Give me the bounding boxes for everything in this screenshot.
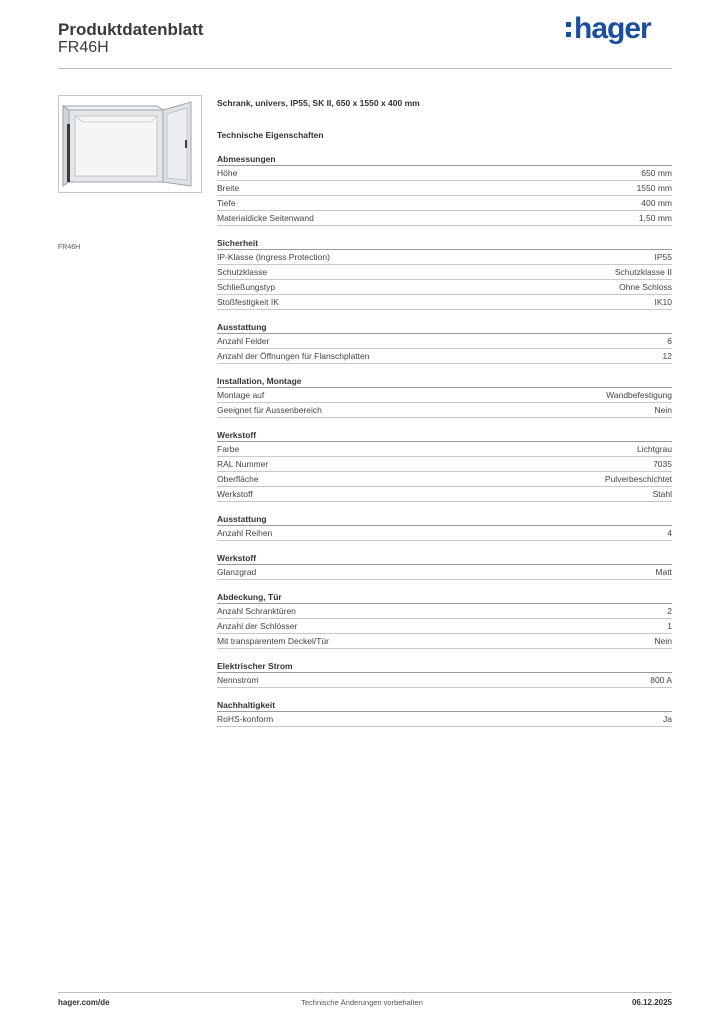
spec-value: 12 [662,351,672,361]
spec-value: 4 [667,528,672,538]
spec-section [217,375,672,418]
cabinet-illustration-icon [59,96,201,192]
header-divider [58,68,672,69]
spec-row [217,166,672,181]
spec-section [217,321,672,364]
spec-label: Stoßfestigkeit IK [217,297,279,307]
spec-label: Werkstoff [217,489,253,499]
spec-value: 1550 mm [636,183,672,193]
spec-label: Anzahl der Öffnungen für Flanschplatten [217,351,370,361]
spec-row [217,403,672,418]
spec-section [217,660,672,688]
spec-row [217,619,672,634]
spec-row [217,388,672,403]
footer-divider [58,992,672,993]
spec-value: 6 [667,336,672,346]
spec-label: Schutzklasse [217,267,268,277]
hager-logo: hager [574,12,651,45]
spec-value: Schutzklasse II [614,267,672,277]
spec-value: Lichtgrau [637,444,672,454]
spec-row [217,280,672,295]
section-title: Elektrischer Strom [217,660,672,673]
spec-label: Montage auf [217,390,265,400]
spec-value: Stahl [652,489,672,499]
spec-row [217,265,672,280]
spec-label: Mit transparentem Deckel/Tür [217,636,329,646]
footer-notice: Technische Änderungen vorbehalten [301,998,423,1007]
page-title: Produktdatenblatt [58,20,204,39]
spec-row [217,442,672,457]
spec-section [217,153,672,226]
spec-value: 7035 [653,459,672,469]
spec-value: Matt [655,567,672,577]
spec-row [217,349,672,364]
spec-label: Glanzgrad [217,567,257,577]
spec-row [217,526,672,541]
spec-label: RAL Nummer [217,459,269,469]
spec-label: Geeignet für Aussenbereich [217,405,322,415]
spec-value: Ohne Schloss [619,282,672,292]
product-code: FR46H [58,39,109,56]
spec-label: Schließungstyp [217,282,276,292]
spec-label: Oberfläche [217,474,259,484]
spec-label: Farbe [217,444,240,454]
spec-row [217,334,672,349]
logo-dots-icon [566,22,572,42]
spec-label: RoHS-konform [217,714,274,724]
spec-row [217,295,672,310]
spec-row [217,211,672,226]
product-description: Schrank, univers, IP55, SK II, 650 x 1550 x 400 mm [217,98,420,108]
spec-label: Materialdicke Seitenwand [217,213,314,223]
section-title: Ausstattung [217,513,672,526]
section-title: Abmessungen [217,153,672,166]
spec-label: Höhe [217,168,238,178]
spec-label: IP-Klasse (Ingress Protection) [217,252,330,262]
spec-row [217,604,672,619]
section-title: Werkstoff [217,552,672,565]
spec-section [217,591,672,649]
section-title: Abdeckung, Tür [217,591,672,604]
spec-value: 650 mm [641,168,672,178]
spec-value: Wandbefestigung [606,390,672,400]
spec-value: IK10 [654,297,672,307]
spec-row [217,634,672,649]
spec-value: 800 A [650,675,672,685]
spec-label: Anzahl Schranktüren [217,606,296,616]
spec-value: Nein [654,636,672,646]
spec-label: Anzahl Felder [217,336,270,346]
spec-row [217,472,672,487]
spec-row [217,181,672,196]
tech-properties-heading: Technische Eigenschaften [217,130,324,140]
footer-date: 06.12.2025 [631,998,672,1007]
spec-row [217,487,672,502]
section-title: Installation, Montage [217,375,672,388]
spec-row [217,565,672,580]
spec-label: Anzahl der Schlösser [217,621,298,631]
spec-label: Anzahl Reihen [217,528,273,538]
section-title: Nachhaltigkeit [217,699,672,712]
product-image [58,95,202,193]
footer-website[interactable]: hager.com/de [58,998,110,1007]
spec-row [217,712,672,727]
spec-row [217,673,672,688]
spec-value: Pulverbeschichtet [604,474,672,484]
spec-value: Ja [663,714,672,724]
spec-section [217,552,672,580]
spec-section [217,429,672,502]
image-caption: FR46H [58,244,81,251]
spec-value: 1,50 mm [638,213,672,223]
spec-section [217,699,672,727]
spec-label: Tiefe [217,198,236,208]
spec-row [217,196,672,211]
spec-value: 1 [667,621,672,631]
spec-label: Breite [217,183,240,193]
spec-value: IP55 [654,252,672,262]
spec-label: Nennstrom [217,675,259,685]
section-title: Ausstattung [217,321,672,334]
spec-row [217,250,672,265]
section-title: Werkstoff [217,429,672,442]
spec-content [217,96,672,727]
spec-section [217,513,672,541]
spec-sections [217,153,672,727]
spec-value: Nein [654,405,672,415]
spec-section [217,237,672,310]
spec-row [217,457,672,472]
section-title: Sicherheit [217,237,672,250]
spec-value: 400 mm [641,198,672,208]
spec-value: 2 [667,606,672,616]
